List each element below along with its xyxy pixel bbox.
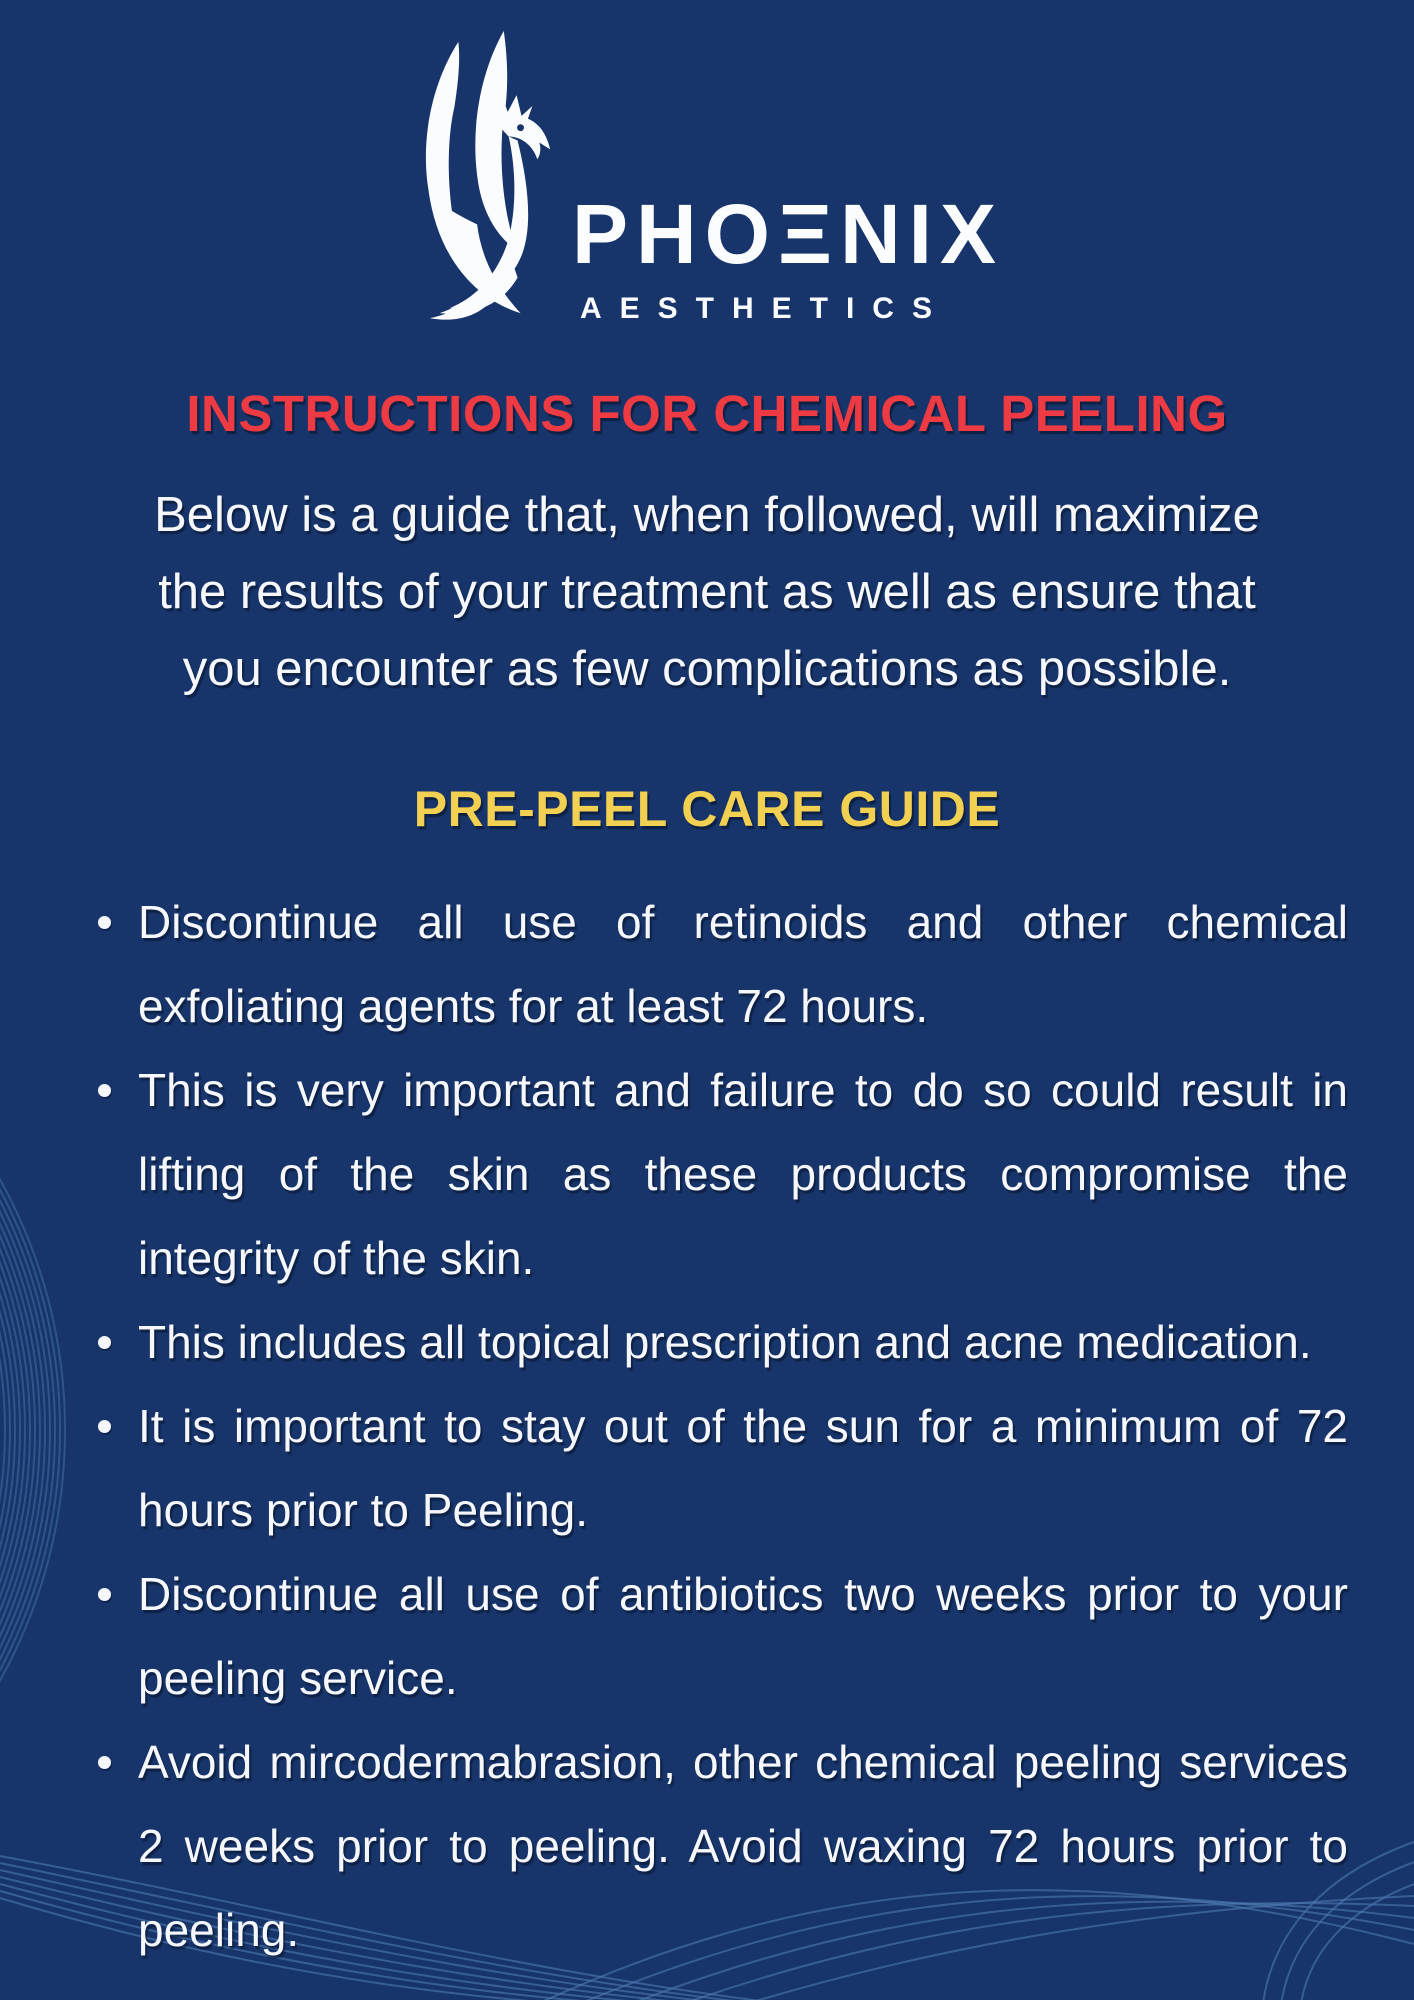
intro-line: you encounter as few complications as possible.: [182, 642, 1232, 697]
phoenix-bird-icon: [410, 30, 562, 326]
bullet-item: [94, 880, 1348, 1048]
bullet-text: Avoid mircodermabrasion, other chemical peeling services 2 weeks prior to peeling. Avoid waxing 72 hours prior to peeling.: [138, 1735, 1348, 1956]
brand-name: PHOΞNIX: [571, 187, 1005, 281]
phoenix-eye: [517, 124, 524, 131]
bullet-dot-icon: [98, 1588, 111, 1601]
bullet-item: [94, 1048, 1348, 1300]
logo: [0, 0, 1414, 326]
bullet-item: [94, 1384, 1348, 1552]
logo-wordmark: [571, 187, 1005, 325]
intro-paragraph: [0, 477, 1414, 708]
bullet-text: This includes all topical prescription and acne medication.: [138, 1315, 1312, 1368]
bullet-item: [94, 1720, 1348, 1972]
bullet-item: [94, 1300, 1348, 1384]
pre-peel-bullet-list: [94, 880, 1348, 1972]
bullet-text: This is very important and failure to do so could result in lifting of the skin as these products compromise the integrity of the skin.: [138, 1063, 1348, 1284]
intro-line: the results of your treatment as well as ensure that: [158, 565, 1256, 620]
bullet-text: Discontinue all use of retinoids and other chemical exfoliating agents for at least 72 hours.: [138, 895, 1348, 1032]
bullet-dot-icon: [98, 1756, 111, 1769]
bullet-dot-icon: [98, 916, 111, 929]
bullet-dot-icon: [98, 1336, 111, 1349]
bullet-dot-icon: [98, 1084, 111, 1097]
bullet-dot-icon: [98, 1420, 111, 1433]
intro-line: Below is a guide that, when followed, will maximize: [154, 488, 1260, 543]
bullet-item: [94, 1552, 1348, 1720]
bullet-text: Discontinue all use of antibiotics two weeks prior to your peeling service.: [138, 1567, 1348, 1704]
bullet-text: It is important to stay out of the sun for a minimum of 72 hours prior to Peeling.: [138, 1399, 1348, 1536]
brand-subtitle: AESTHETICS: [579, 292, 950, 325]
page-title: INSTRUCTIONS FOR CHEMICAL PEELING: [186, 385, 1228, 442]
section-heading: PRE-PEEL CARE GUIDE: [413, 781, 1001, 838]
